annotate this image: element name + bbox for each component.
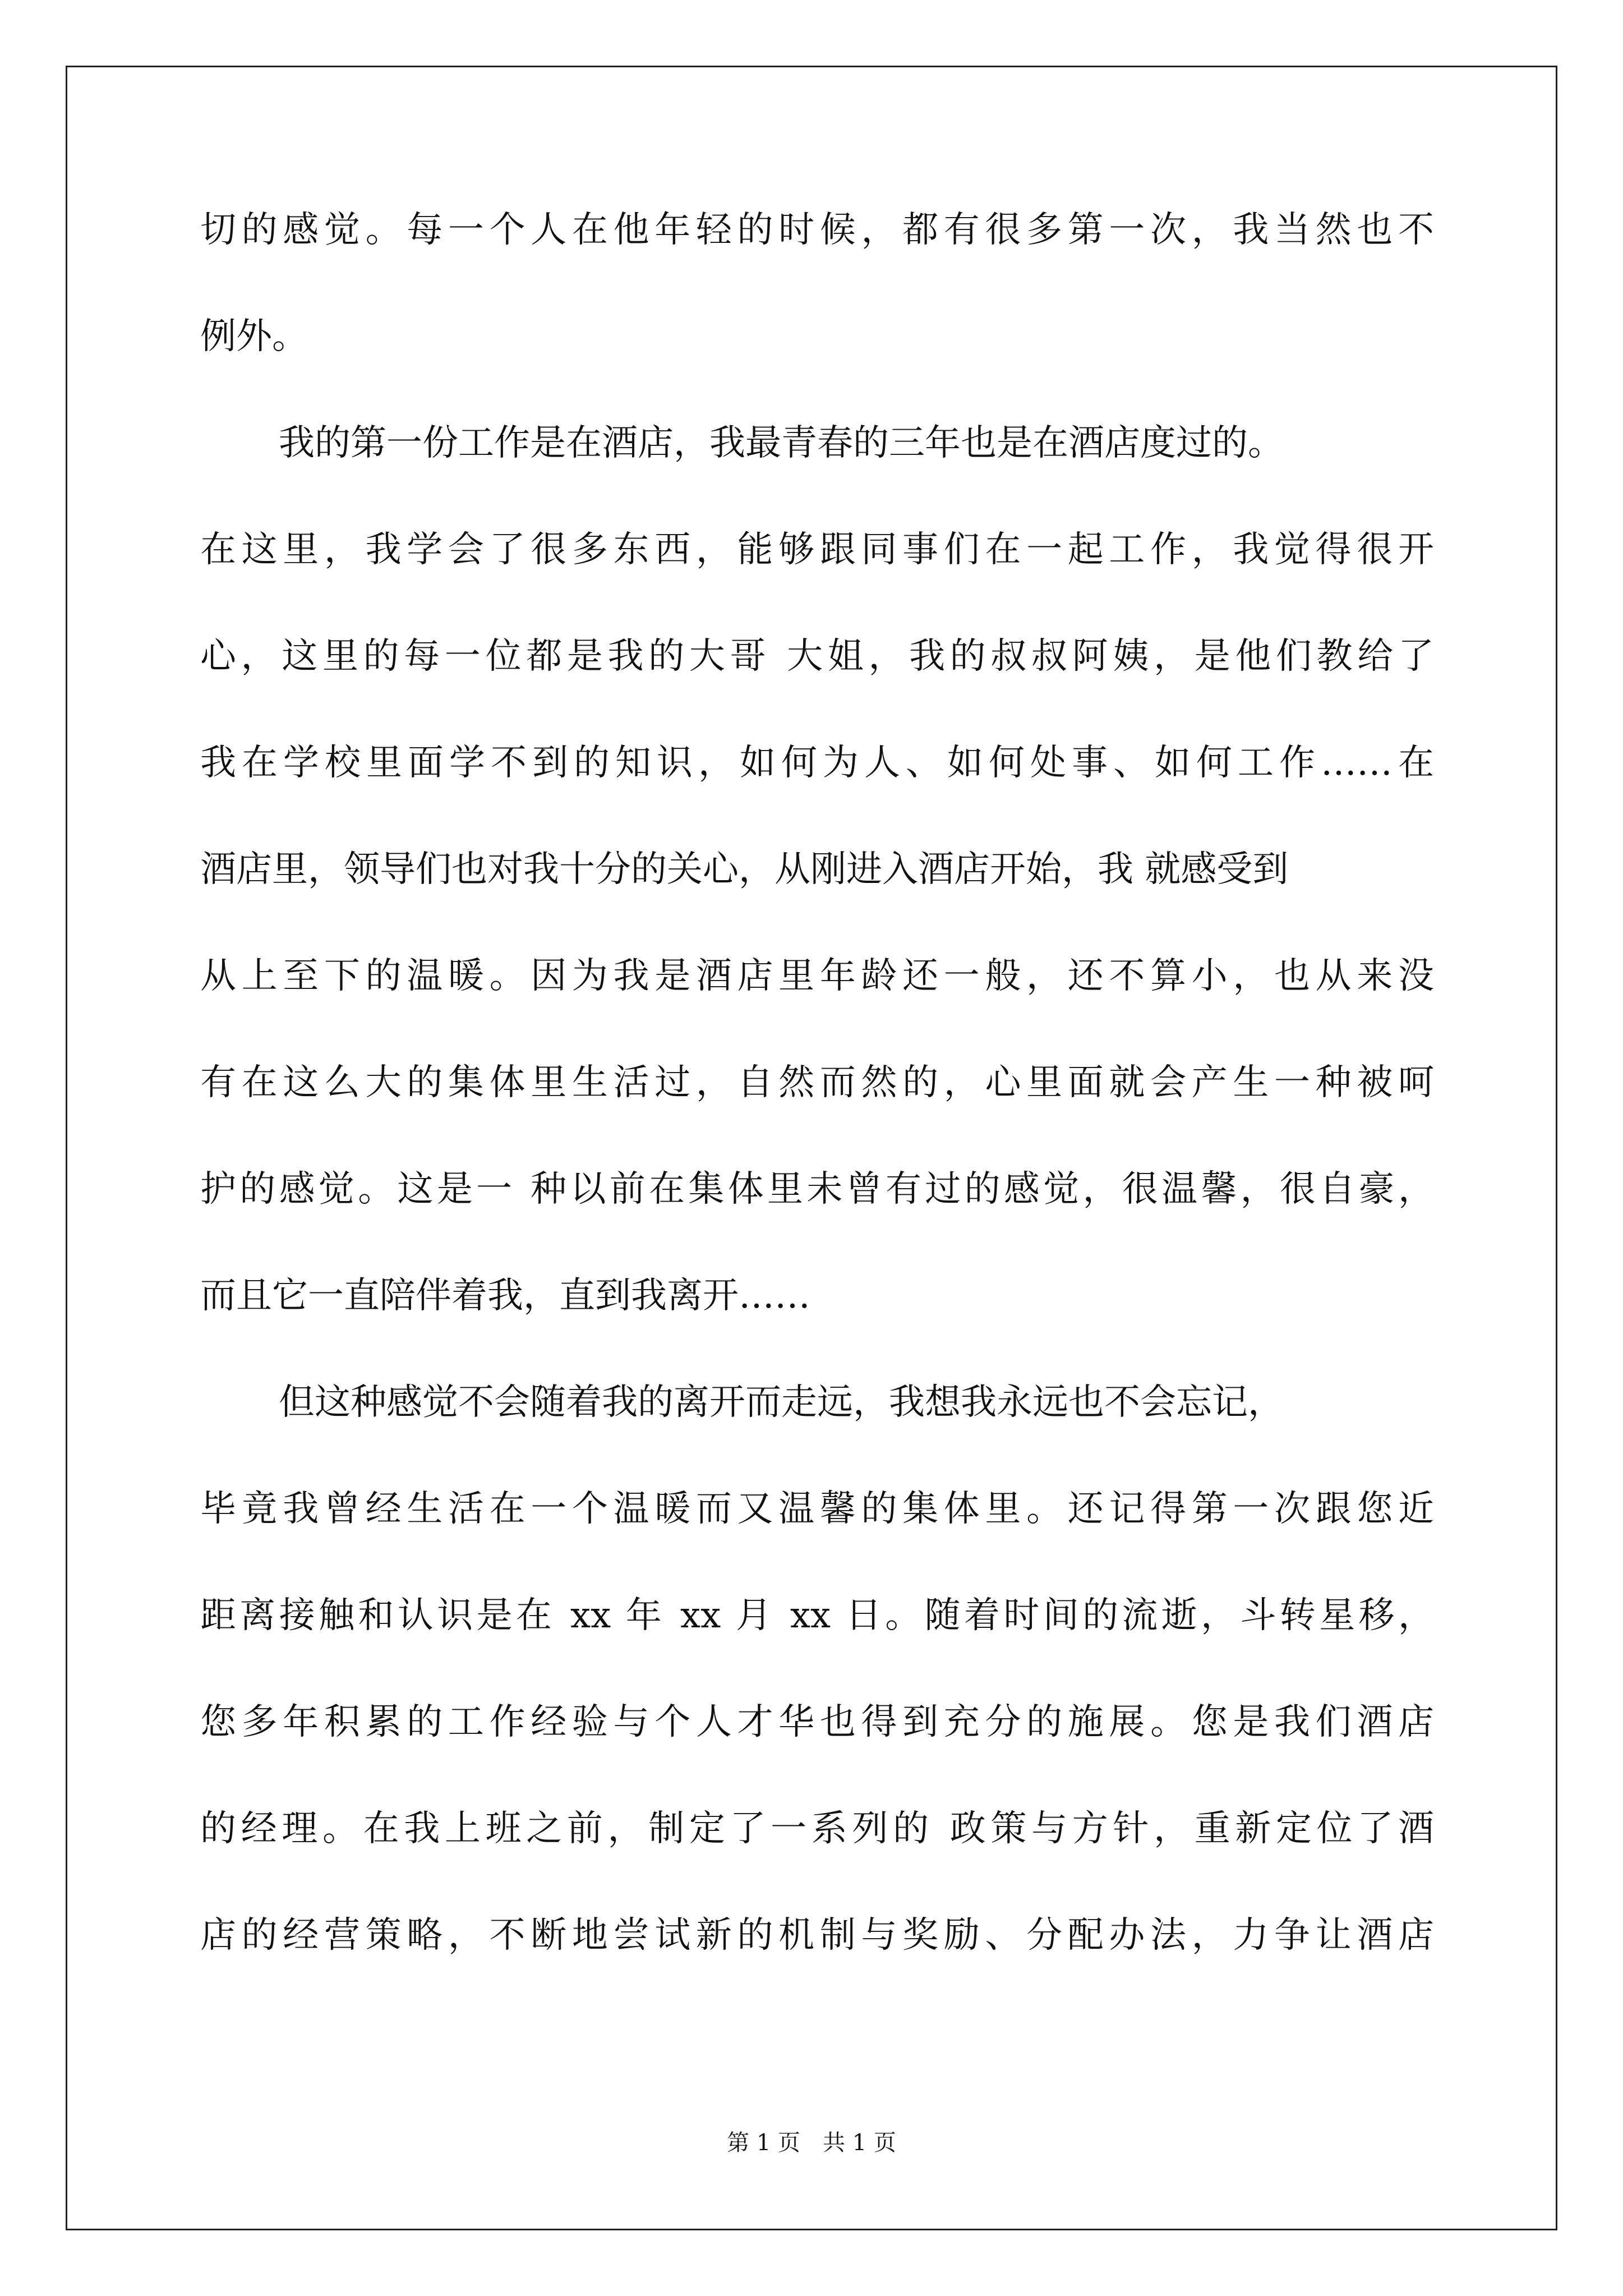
text-line: 毕竟我曾经生活在一个温暖而又温馨的集体里。还记得第一次跟您近 xyxy=(200,1488,1434,1530)
text-line: 而且它一直陪伴着我，直到我离开…… xyxy=(200,1275,810,1317)
text-line: 我的第一份工作是在酒店，我最青春的三年也是在酒店度过的。 xyxy=(279,422,1284,464)
text-line: 从上至下的温暖。因为我是酒店里年龄还一般，还不算小，也从来没 xyxy=(200,955,1434,997)
text-line: 距离接触和认识是在 xx 年 xx 月 xx 日。随着时间的流逝，斗转星移， xyxy=(200,1595,1434,1636)
text-line: 切的感觉。每一个人在他年轻的时候，都有很多第一次，我当然也不 xyxy=(200,209,1434,251)
text-line: 您多年积累的工作经验与个人才华也得到充分的施展。您是我们酒店 xyxy=(200,1701,1434,1743)
page-number-footer: 第 1 页 共 1 页 xyxy=(727,2130,896,2156)
text-line: 酒店里，领导们也对我十分的关心，从刚进入酒店开始，我 就感受到 xyxy=(200,849,1289,890)
text-line: 心，这里的每一位都是我的大哥 大姐，我的叔叔阿姨，是他们教给了 xyxy=(200,636,1434,677)
text-line: 在这里，我学会了很多东西，能够跟同事们在一起工作，我觉得很开 xyxy=(200,529,1434,570)
text-line: 护的感觉。这是一 种以前在集体里未曾有过的感觉，很温馨，很自豪， xyxy=(200,1168,1434,1210)
page-border xyxy=(66,66,1557,2230)
text-line: 有在这么大的集体里生活过，自然而然的，心里面就会产生一种被呵 xyxy=(200,1062,1434,1103)
text-line: 我在学校里面学不到的知识，如何为人、如何处事、如何工作……在 xyxy=(200,742,1434,784)
text-line: 但这种感觉不会随着我的离开而走远，我想我永远也不会忘记， xyxy=(279,1382,1284,1423)
text-line: 的经理。在我上班之前，制定了一系列的 政策与方针，重新定位了酒 xyxy=(200,1808,1434,1849)
text-line: 例外。 xyxy=(200,316,308,357)
text-line: 店的经营策略，不断地尝试新的机制与奖励、分配办法，力争让酒店 xyxy=(200,1915,1434,1956)
